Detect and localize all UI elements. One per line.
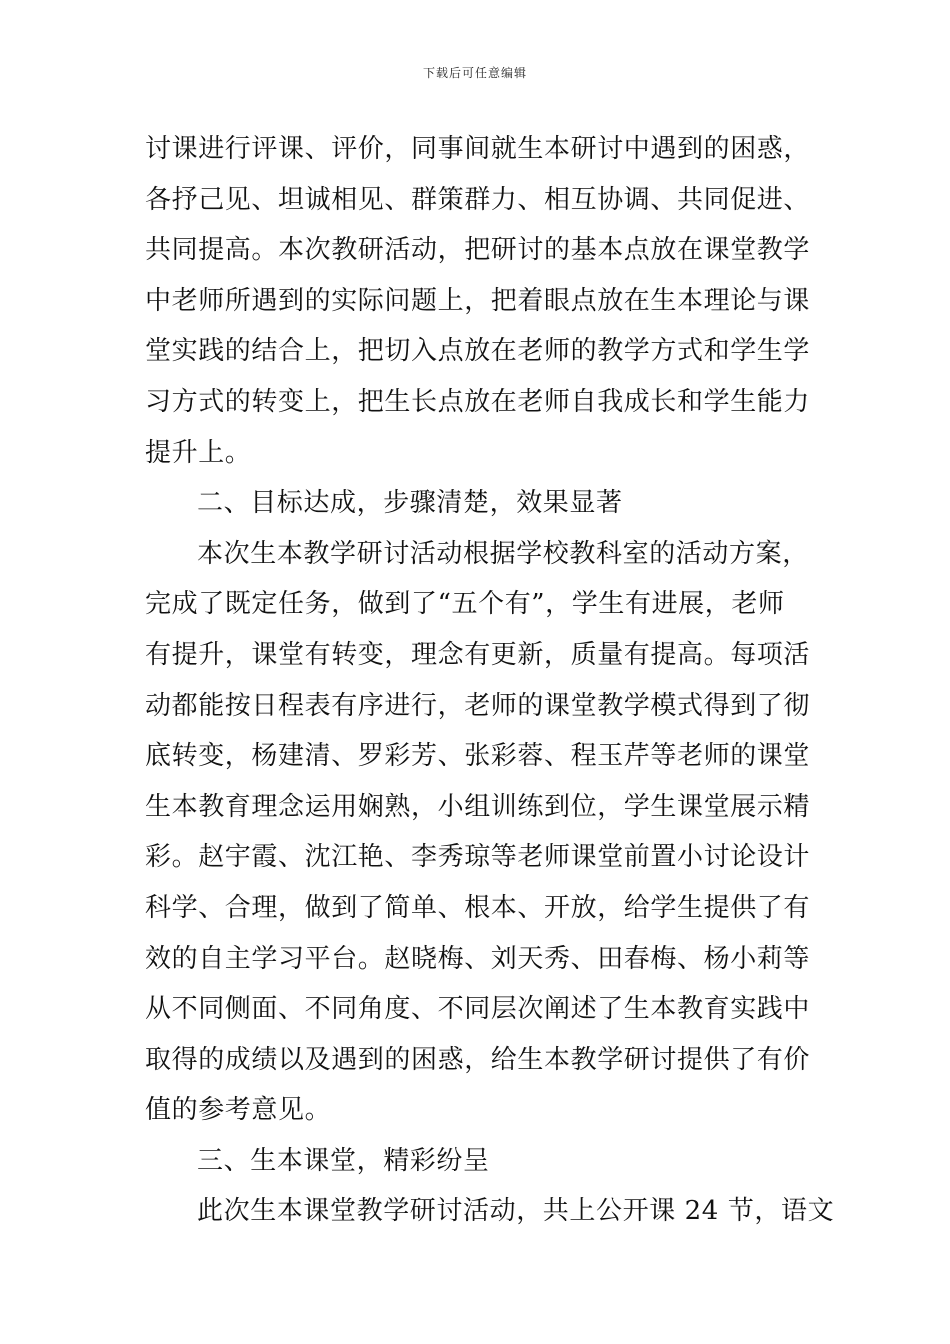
page-header-note: 下载后可任意编辑 <box>422 66 527 80</box>
text-line: 各抒己见、坦诚相见、群策群力、相互协调、共同促进、 <box>145 184 811 215</box>
text-line: 完成了既定任务，做到了“五个有”，学生有进展，老师 <box>145 589 785 620</box>
text-line: 生本教育理念运用娴熟，小组训练到位，学生课堂展示精 <box>145 791 811 822</box>
paragraph-continuation <box>145 124 810 478</box>
text-line: 值的参考意见。 <box>145 1095 332 1126</box>
text-line: 提升上。 <box>145 437 252 468</box>
paragraph-goals <box>145 529 810 1136</box>
text-line: 共同提高。本次教研活动，把研讨的基本点放在课堂教学 <box>145 235 811 266</box>
text-line: 科学、合理，做到了简单、根本、开放，给学生提供了有 <box>145 892 811 923</box>
text-line: 效的自主学习平台。赵晓梅、刘天秀、田春梅、杨小莉等 <box>145 943 811 974</box>
text-line: 堂实践的结合上，把切入点放在老师的教学方式和学生学 <box>145 336 811 367</box>
paragraph-classroom <box>145 1186 835 1237</box>
text-line: 底转变，杨建清、罗彩芳、张彩蓉、程玉芹等老师的课堂 <box>145 741 811 772</box>
text-line: 彩。赵宇霞、沈江艳、李秀琼等老师课堂前置小讨论设计 <box>145 842 811 873</box>
text-line: 从不同侧面、不同角度、不同层次阐述了生本教育实践中 <box>145 994 811 1025</box>
text-line: 取得的成绩以及遇到的困惑，给生本教学研讨提供了有价 <box>145 1044 811 1075</box>
text-line: 有提升，课堂有转变，理念有更新，质量有提高。每项活 <box>145 639 811 670</box>
text-line: 动都能按日程表有序进行，老师的课堂教学模式得到了彻 <box>145 690 811 721</box>
text-line: 本次生本教学研讨活动根据学校教科室的活动方案， <box>197 538 809 569</box>
section-heading-2 <box>145 478 810 529</box>
text-line: 此次生本课堂教学研讨活动，共上公开课 24 节，语文 <box>197 1196 835 1227</box>
section-heading-3 <box>145 1136 810 1187</box>
document-body <box>145 124 835 1237</box>
heading-text: 二、目标达成，步骤清楚，效果显著 <box>197 488 623 519</box>
text-line: 中老师所遇到的实际问题上，把着眼点放在生本理论与课 <box>145 285 811 316</box>
heading-text: 三、生本课堂，精彩纷呈 <box>197 1145 490 1176</box>
text-line: 习方式的转变上，把生长点放在老师自我成长和学生能力 <box>145 386 811 417</box>
text-line: 讨课进行评课、评价，同事间就生本研讨中遇到的困惑， <box>145 134 811 164</box>
